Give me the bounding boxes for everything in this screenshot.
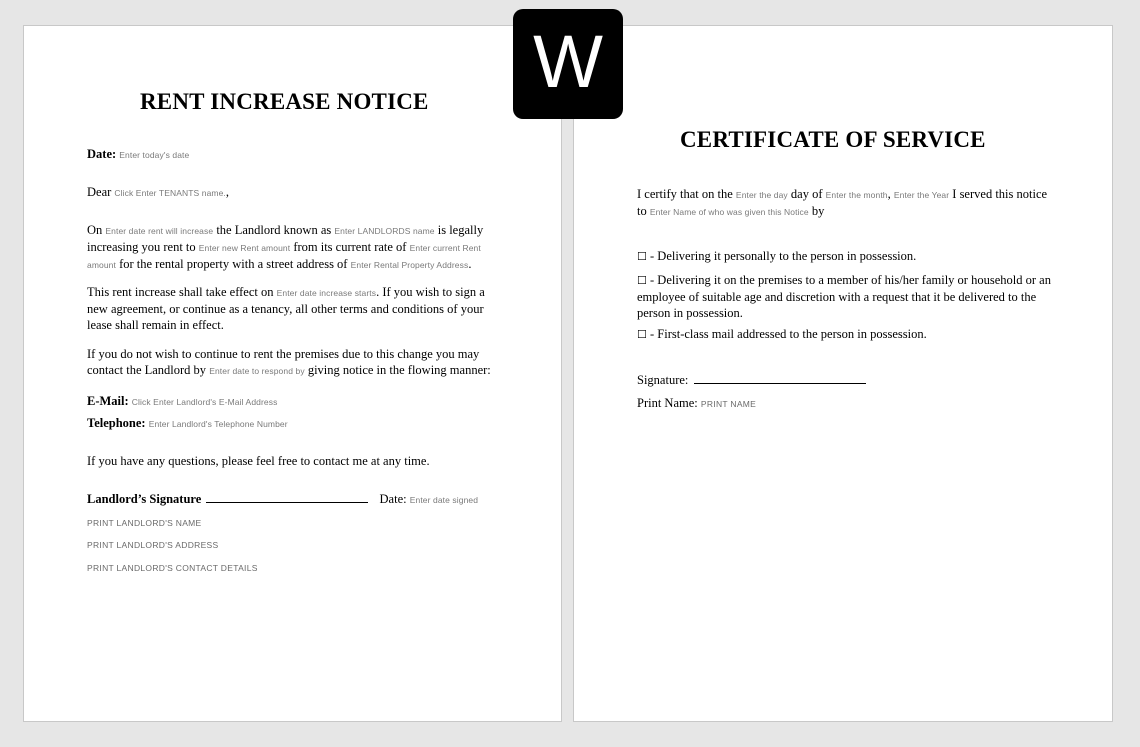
certify-paragraph [637,186,1057,220]
print-landlord-address[interactable]: PRINT LANDLORD'S ADDRESS [87,540,219,550]
recipient-name-field[interactable]: Enter Name of who was given this Notice [649,207,809,217]
p1-text-5: for the rental property with a street address of [119,257,348,271]
email-label: E-Mail: [87,394,129,408]
date-field[interactable]: Enter today's date [119,150,190,160]
option-mail-text: - First-class mail addressed to the person in possession. [650,327,927,341]
service-option-premises [637,272,1057,321]
telephone-line [87,415,288,432]
service-option-personal [637,248,916,265]
salutation-comma: , [225,185,230,199]
page-title: RENT INCREASE NOTICE [140,89,429,114]
cert-text-4: by [811,204,825,218]
word-document-icon [513,9,623,119]
p3-text-2: giving notice in the flowing manner: [307,363,491,377]
print-landlord-name[interactable]: PRINT LANDLORD'S NAME [87,518,202,528]
signature-field[interactable] [206,491,368,503]
landlord-name-field[interactable]: Enter LANDLORDS name [334,226,435,236]
p1-period: . [468,257,472,271]
p2-text-1: This rent increase shall take effect on [87,285,274,299]
date-line [87,146,189,163]
paragraph-rent-increase [87,222,487,273]
date-signed-label: Date: [379,492,407,506]
email-line [87,393,277,410]
option-premises-text: - Delivering it on the premises to a member of his/her family or household or an employee of suitable age and discretion with a request that it be delivered to the person in possession. [637,273,1051,320]
telephone-label: Telephone: [87,416,146,430]
tenants-name-field[interactable]: Click Enter TENANTS name. [114,188,226,198]
checkbox-icon[interactable]: ☐ [637,250,647,263]
email-field[interactable]: Click Enter Landlord's E-Mail Address [131,397,278,407]
month-field[interactable]: Enter the month [825,190,888,200]
date-signed-field[interactable]: Enter date signed [409,495,479,505]
p2-text-2: . If you wish to sign a new agreement, or continue as a tenancy, all other terms and conditions of your lease shall remain in effect. [87,285,485,332]
checkbox-icon[interactable]: ☐ [637,274,647,287]
option-personal-text: - Delivering it personally to the person in possession. [650,249,917,263]
respond-date-field[interactable]: Enter date to respond by [209,366,305,376]
word-logo-letter: W [533,20,603,103]
print-landlord-contact[interactable]: PRINT LANDLORD'S CONTACT DETAILS [87,563,258,573]
checkbox-icon[interactable]: ☐ [637,328,647,341]
rent-increase-notice-page [23,25,562,722]
salutation [87,184,229,201]
p1-text-1: On [87,223,103,237]
current-rent-field[interactable]: Enter current Rent amount [87,243,481,270]
signature-line [87,491,478,508]
p1-text-2: the Landlord known as [216,223,332,237]
paragraph-contact [87,346,497,379]
certificate-of-service-page [573,25,1113,722]
signature-field[interactable] [694,372,866,384]
date-label: Date: [87,147,117,161]
property-address-field[interactable]: Enter Rental Property Address [350,260,469,270]
signature-label: Landlord’s Signature [87,492,202,506]
print-name-label: Print Name: [637,396,698,410]
new-rent-field[interactable]: Enter new Rent amount [198,243,291,253]
year-field[interactable]: Enter the Year [893,190,950,200]
cert-text-3: I served this notice to [637,187,1048,218]
questions-text: If you have any questions, please feel free to contact me at any time. [87,454,430,468]
increase-date-field[interactable]: Enter date rent will increase [105,226,214,236]
dear-text: Dear [87,185,112,199]
telephone-field[interactable]: Enter Landlord's Telephone Number [148,419,288,429]
p1-text-3: is legally increasing you rent to [87,223,484,254]
p3-text-1: If you do not wish to continue to rent the premises due to this change you may contact the Landlord by [87,347,480,377]
signature-line [637,372,866,388]
signature-label: Signature: [637,373,689,387]
cert-text-1: I certify that on the [637,187,733,201]
paragraph-effective-date [87,284,489,333]
service-option-mail [637,326,927,343]
cert-comma: , [887,187,891,201]
day-field[interactable]: Enter the day [735,190,788,200]
p1-text-4: from its current rate of [293,240,407,254]
cert-text-2: day of [790,187,823,201]
increase-start-field[interactable]: Enter date increase starts [276,288,377,298]
print-name-field[interactable]: PRINT NAME [700,399,757,409]
print-name-line [637,395,756,412]
page-title: CERTIFICATE OF SERVICE [680,127,986,152]
